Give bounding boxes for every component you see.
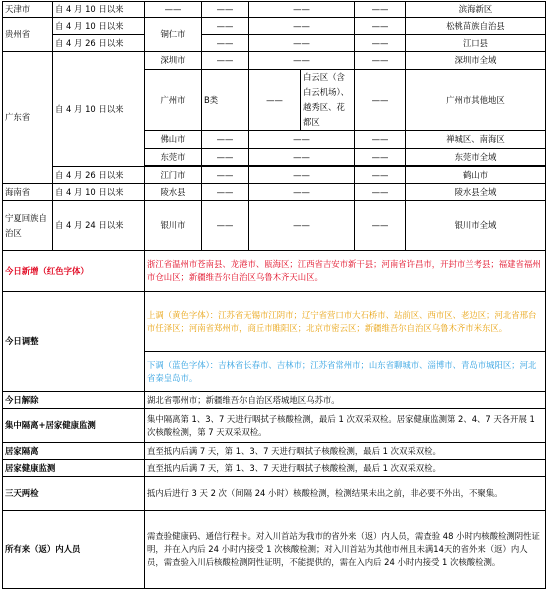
area-cell: 禅城区、南海区 (406, 131, 546, 149)
all-arrivals-label: 所有来（返）内人员 (3, 511, 145, 589)
district-cell: —— (249, 70, 301, 131)
today-new-label: 今日新增（红色字体） (3, 251, 145, 292)
county-cell: —— (355, 149, 406, 166)
table-row (3, 460, 546, 477)
date-cell: 自 4 月 10 日以来 (53, 52, 145, 167)
county-cell: —— (355, 131, 406, 149)
risk-area-table (2, 1, 546, 589)
date-cell: 自 4 月 10 日以来 (53, 184, 145, 201)
district-cell: —— (249, 2, 355, 18)
type-cell: —— (202, 167, 249, 184)
city-cell: 深圳市 (145, 52, 202, 70)
district-cell: —— (249, 201, 355, 251)
district-cell: —— (249, 35, 355, 52)
city-cell: —— (145, 2, 202, 18)
county-cell: —— (355, 167, 406, 184)
district-cell: —— (249, 149, 355, 166)
city-cell: 东莞市 (145, 149, 202, 166)
area-cell: 银川市全域 (406, 201, 546, 251)
area-cell: 江口县 (406, 35, 546, 52)
today-lift-label: 今日解除 (3, 392, 145, 409)
table-row (3, 443, 546, 460)
province-cell: 贵州省 (3, 18, 53, 52)
county-cell: —— (355, 184, 406, 201)
table-row (3, 184, 546, 201)
province-cell: 海南省 (3, 184, 53, 201)
city-cell: 陵水县 (145, 184, 202, 201)
area-cell: 陵水县全域 (406, 184, 546, 201)
city-cell: 江门市 (145, 167, 202, 184)
city-cell: 佛山市 (145, 131, 202, 149)
county-cell: —— (355, 201, 406, 251)
county-cell: —— (355, 2, 406, 18)
three-days-label: 三天两检 (3, 477, 145, 511)
district-cell: —— (249, 131, 355, 149)
table-row (3, 511, 546, 589)
date-cell: 自 4 月 10 日以来 (53, 18, 145, 35)
area-cell: 东莞市全域 (406, 149, 546, 166)
central-label: 集中隔离+居家健康监测 (3, 409, 145, 443)
district-cell: —— (249, 18, 355, 35)
county-cell: —— (355, 18, 406, 35)
central-text: 集中隔离第 1、3、7 天进行咽拭子核酸检测，最后 1 次双采双检。居家健康监测第 2、4、7 天各开展 1 次核酸检测，第 7 天双采双检。 (145, 409, 546, 443)
table-row (3, 167, 546, 184)
adjust-down-text: 下调（蓝色字体）：吉林省长春市、吉林市；江苏省常州市；山东省聊城市、淄博市、青岛市城阳区；河北省秦皇岛市。 (145, 352, 546, 392)
date-cell: 自 4 月 26 日以来 (53, 167, 145, 184)
table-row (3, 251, 546, 292)
three-days-text: 抵内后进行 3 天 2 次（间隔 24 小时）核酸检测，检测结果未出之前，非必要不外出，不聚集。 (145, 477, 546, 511)
today-adjust-label: 今日调整 (3, 292, 145, 392)
area-cell: 广州市其他地区 (406, 70, 546, 131)
date-cell: 自 4 月 24 日以来 (53, 201, 145, 251)
type-cell: —— (202, 52, 249, 70)
type-cell: —— (202, 201, 249, 251)
type-cell: —— (202, 149, 249, 166)
table-row (3, 201, 546, 251)
type-cell: —— (202, 184, 249, 201)
district-cell: —— (249, 52, 355, 70)
table-row (3, 18, 546, 35)
type-cell: —— (202, 35, 249, 52)
city-cell: 银川市 (145, 201, 202, 251)
county-cell: —— (355, 52, 406, 70)
date-cell: 自 4 月 10 日以来 (53, 2, 145, 18)
today-new-text: 浙江省温州市苍南县、龙港市、瓯海区；江西省吉安市新干县；河南省许昌市，开封市兰考县；福建省福州市仓山区；新疆维吾尔自治区乌鲁木齐天山区。 (145, 251, 546, 292)
home-isolation-label: 居家隔离 (3, 443, 145, 460)
district-cell: —— (249, 184, 355, 201)
area-cell: 鹤山市 (406, 167, 546, 184)
table-row (3, 292, 546, 352)
county-cell: —— (355, 35, 406, 52)
type-cell: —— (202, 2, 249, 18)
city-cell: 铜仁市 (145, 18, 202, 52)
area-cell: 深圳市全域 (406, 52, 546, 70)
area-cell: 滨海新区 (406, 2, 546, 18)
province-cell: 宁夏回族自治区 (3, 201, 53, 251)
county-cell: —— (355, 70, 406, 131)
home-isolation-text: 直至抵内后满 7 天，第 1、3、7 天进行咽拭子核酸检测，最后 1 次双采双检。 (145, 443, 546, 460)
home-health-text: 直至抵内后满 7 天，第 1、3、7 天进行咽拭子核酸检测，最后 1 次双采双检。 (145, 460, 546, 477)
table-row (3, 409, 546, 443)
district-cell: —— (249, 167, 355, 184)
table-row (3, 477, 546, 511)
date-cell: 自 4 月 26 日以来 (53, 35, 145, 52)
table-row (3, 392, 546, 409)
province-cell: 广东省 (3, 52, 53, 184)
type-cell: —— (202, 131, 249, 149)
province-cell: 天津市 (3, 2, 53, 18)
today-lift-text: 湖北省鄂州市；新疆维吾尔自治区塔城地区乌苏市。 (145, 392, 546, 409)
adjust-up-text: 上调（黄色字体）：江苏省无锡市江阴市；辽宁省营口市大石桥市、站前区、西市区、老边区；河北省邢台市任泽区；河南省郑州市，商丘市睢阳区；北京市密云区；新疆维吾尔自治区乌鲁木齐市米东区。 (145, 292, 546, 352)
area-cell: 松桃苗族自治县 (406, 18, 546, 35)
special-district-cell: 白云区（含白云机场）、越秀区、花都区 (301, 70, 355, 131)
table-row (3, 35, 546, 52)
table-row (3, 2, 546, 18)
home-health-label: 居家健康监测 (3, 460, 145, 477)
city-cell: 广州市 (145, 70, 202, 131)
table-row (3, 52, 546, 70)
type-cell: B类 (202, 70, 249, 131)
type-cell: —— (202, 18, 249, 35)
all-arrivals-text: 需查验健康码、通信行程卡。对入川首站为我市的省外来（返）内人员，需查验 48 小时内核酸检测阴性证明，并在入内后 24 小时内接受 1 次核酸检测；对入川首站为其他市州且未满14天的省外来（返）内人员，需查验入川后核酸检测阴性证明，不能提供的，需在入内后 24 小时内接受 1 次核酸检测。 (145, 511, 546, 589)
